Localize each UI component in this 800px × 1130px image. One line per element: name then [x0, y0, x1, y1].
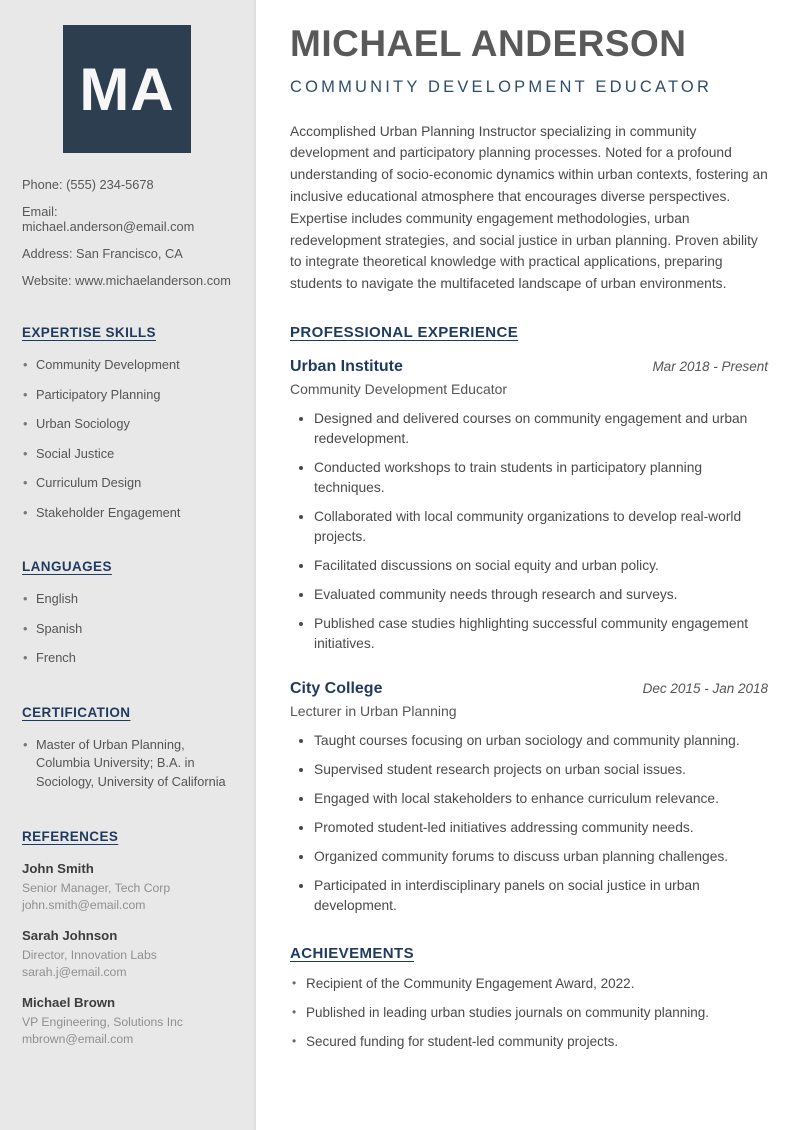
reference-entry	[22, 861, 232, 914]
skill-item: • Curriculum Design	[22, 474, 232, 493]
professional-title: COMMUNITY DEVELOPMENT EDUCATOR	[290, 77, 713, 96]
achievements-list	[290, 975, 768, 1052]
job-bullet: • Evaluated community needs through research and surveys.	[314, 585, 768, 605]
certification-item: • Master of Urban Planning, Columbia University; B.A. in Sociology, University of California	[22, 736, 232, 792]
reference-name: Sarah Johnson	[22, 927, 118, 943]
achievements-heading: ACHIEVEMENTS	[290, 945, 414, 963]
contact-item: Address: San Francisco, CA	[22, 246, 183, 261]
job-role: Lecturer in Urban Planning	[290, 703, 457, 720]
job-bullet: • Designed and delivered courses on community engagement and urban redevelopment.	[314, 409, 768, 449]
page-title: MICHAEL ANDERSON	[290, 23, 687, 64]
job-bullet: • Organized community forums to discuss urban planning challenges.	[314, 847, 768, 867]
contact-item: Email: michael.anderson@email.com	[22, 204, 195, 234]
reference-name: John Smith	[22, 860, 94, 876]
job-bullet: • Engaged with local stakeholders to enhance curriculum relevance.	[314, 789, 768, 809]
contact-item: Phone: (555) 234-5678	[22, 177, 154, 192]
languages-heading: LANGUAGES	[22, 559, 112, 575]
company-name: Urban Institute	[290, 358, 403, 376]
job-bullet: • Conducted workshops to train students in participatory planning techniques.	[314, 458, 768, 498]
certification-list	[22, 736, 232, 792]
certification-heading: CERTIFICATION	[22, 704, 131, 720]
reference-title: VP Engineering, Solutions Inc	[22, 1014, 184, 1029]
reference-title: Director, Innovation Labs	[22, 947, 157, 962]
summary-paragraph: Accomplished Urban Planning Instructor specializing in community development and participatory planning processes. Noted for a profound understanding of socio-economic dynamics within urban contexts, fostering an inclusive educational atmosphere that encourages diverse perspectives. Expertise includes community engagement methodologies, urban redevelopment strategies, and social justice in urban planning. Proven ability to integrate theoretical knowledge with practical applications, preparing students to navigate the multifaceted landscape of urban environments.	[290, 123, 768, 292]
language-item: • Spanish	[22, 620, 232, 639]
achievement-item: • Published in leading urban studies journals on community planning.	[290, 1004, 768, 1023]
reference-name: Michael Brown	[22, 994, 116, 1010]
job-bullet: • Supervised student research projects on urban social issues.	[314, 760, 768, 780]
languages-list	[22, 590, 232, 668]
skill-item: • Stakeholder Engagement	[22, 504, 232, 523]
job-bullet: • Collaborated with local community organizations to develop real-world projects.	[314, 507, 768, 547]
contact-section	[22, 177, 232, 288]
company-name: City College	[290, 680, 383, 698]
reference-email: sarah.j@email.com	[22, 964, 127, 979]
job-bullet: • Participated in interdisciplinary panels on social justice in urban development.	[314, 876, 768, 916]
reference-title: Senior Manager, Tech Corp	[22, 880, 171, 895]
job-bullet: • Promoted student-led initiatives addressing community needs.	[314, 818, 768, 838]
reference-entry	[22, 928, 232, 981]
job-dates: Dec 2015 - Jan 2018	[642, 681, 768, 697]
achievement-item: • Secured funding for student-led community projects.	[290, 1033, 768, 1052]
job-header	[290, 358, 768, 376]
skills-list	[22, 356, 232, 522]
job-bullet: • Published case studies highlighting successful community engagement initiatives.	[314, 614, 768, 654]
job-bullet: • Facilitated discussions on social equity and urban policy.	[314, 556, 768, 576]
skills-heading: EXPERTISE SKILLS	[22, 325, 156, 340]
contact-item: Website: www.michaelanderson.com	[22, 273, 231, 288]
job-role: Community Development Educator	[290, 381, 508, 398]
references-list	[22, 861, 232, 1048]
main-column	[256, 0, 800, 1130]
job-bullet-list	[290, 731, 768, 916]
job-header	[290, 680, 768, 698]
achievement-item: • Recipient of the Community Engagement Award, 2022.	[290, 975, 768, 994]
experience-heading: PROFESSIONAL EXPERIENCE	[290, 324, 519, 342]
skill-item: • Participatory Planning	[22, 386, 232, 405]
job-bullet-list	[290, 409, 768, 654]
language-item: • French	[22, 649, 232, 668]
reference-email: john.smith@email.com	[22, 897, 146, 912]
skill-item: • Community Development	[22, 356, 232, 375]
avatar-initials: MA	[79, 55, 175, 123]
job-dates: Mar 2018 - Present	[652, 359, 768, 375]
skill-item: • Urban Sociology	[22, 415, 232, 434]
references-heading: REFERENCES	[22, 828, 119, 844]
sidebar	[0, 0, 256, 1130]
avatar	[63, 25, 191, 153]
language-item: • English	[22, 590, 232, 609]
skill-item: • Social Justice	[22, 445, 232, 464]
job-entry	[290, 680, 768, 916]
reference-entry	[22, 995, 232, 1048]
job-entry	[290, 358, 768, 654]
reference-email: mbrown@email.com	[22, 1031, 134, 1046]
job-bullet: • Taught courses focusing on urban sociology and community planning.	[314, 731, 768, 751]
